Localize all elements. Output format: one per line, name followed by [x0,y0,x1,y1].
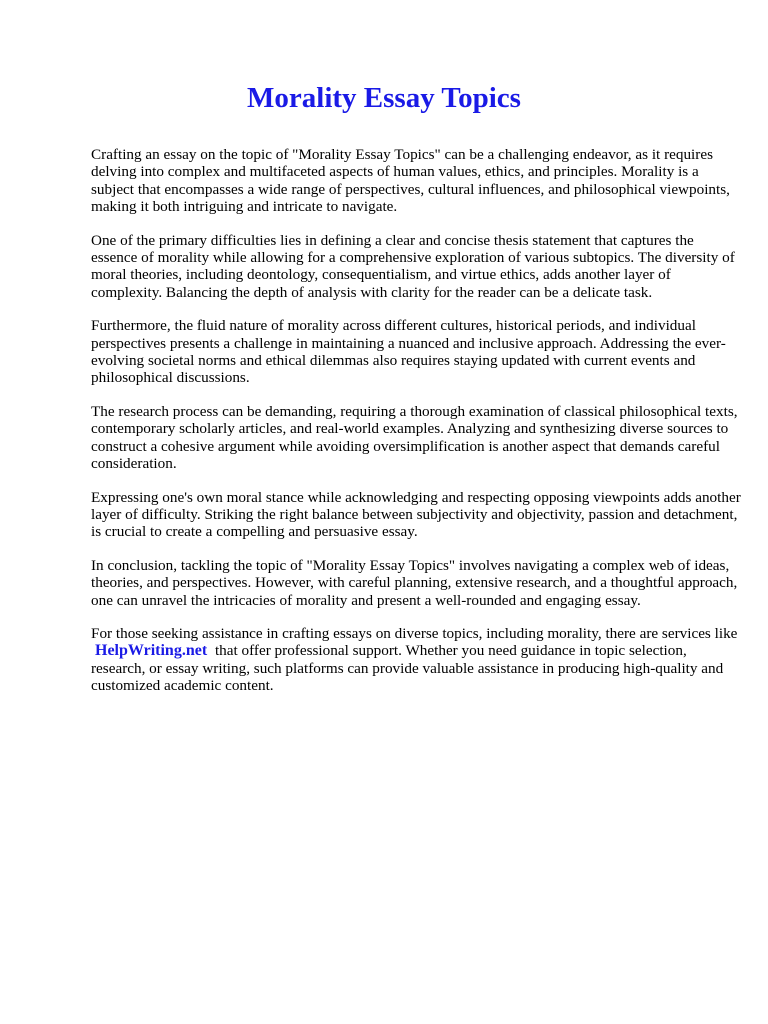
paragraph-intro: Crafting an essay on the topic of "Morality Essay Topics" can be a challenging endeavor, as it requires delving into complex and multifaceted aspects of human values, ethics, and principles. Morality is a subject that encompasses a wide range of perspectives, cultural influences, and philosophical viewpoints, making it both intriguing and intricate to navigate. [91,146,730,216]
paragraph-assistance [91,625,741,695]
paragraph-conclusion: In conclusion, tackling the topic of "Morality Essay Topics" involves navigating a complex web of ideas, theories, and perspectives. However, with careful planning, extensive research, and a thoughtful approach, one can unravel the intricacies of morality and present a well-rounded and engaging essay. [91,556,738,609]
paragraph-research-process: The research process can be demanding, requiring a thorough examination of classical philosophical texts, contemporary scholarly articles, and real-world examples. Analyzing and synthesizing diverse sources to construct a cohesive argument while avoiding oversimplification is another aspect that demands careful consideration. [91,402,738,473]
document-body [91,146,741,711]
paragraph-moral-stance: Expressing one's own moral stance while acknowledging and respecting opposing viewpoints adds another layer of difficulty. Striking the right balance between subjectivity and objectivity, passion and detachment, is crucial to create a compelling and persuasive essay. [91,488,741,541]
helpwriting-link[interactable]: HelpWriting.net [95,642,208,660]
paragraph-cultural-fluidity: Furthermore, the fluid nature of morality across different cultures, historical periods, and individual perspectives presents a challenge in maintaining a nuanced and inclusive approach. Addressing the ever-evolving societal norms and ethical dilemmas also requires staying updated with current events and philosophical discussions. [91,317,726,387]
assistance-text-before-link: For those seeking assistance in crafting essays on diverse topics, including morality, there are services like [91,624,738,642]
paragraph-thesis-difficulty: One of the primary difficulties lies in defining a clear and concise thesis statement that captures the essence of morality while allowing for a comprehensive exploration of various subtopics. The diversity of moral theories, including deontology, consequentialism, and virtue ethics, adds another layer of complexity. Balancing the depth of analysis with clarity for the reader can be a delicate task. [91,231,735,301]
assistance-text-after-link: that offer professional support. Whether you need guidance in topic selection, research, or essay writing, such platforms can provide valuable assistance in producing high-quality and customized academic content. [91,642,724,695]
page-title: Morality Essay Topics [247,82,521,114]
